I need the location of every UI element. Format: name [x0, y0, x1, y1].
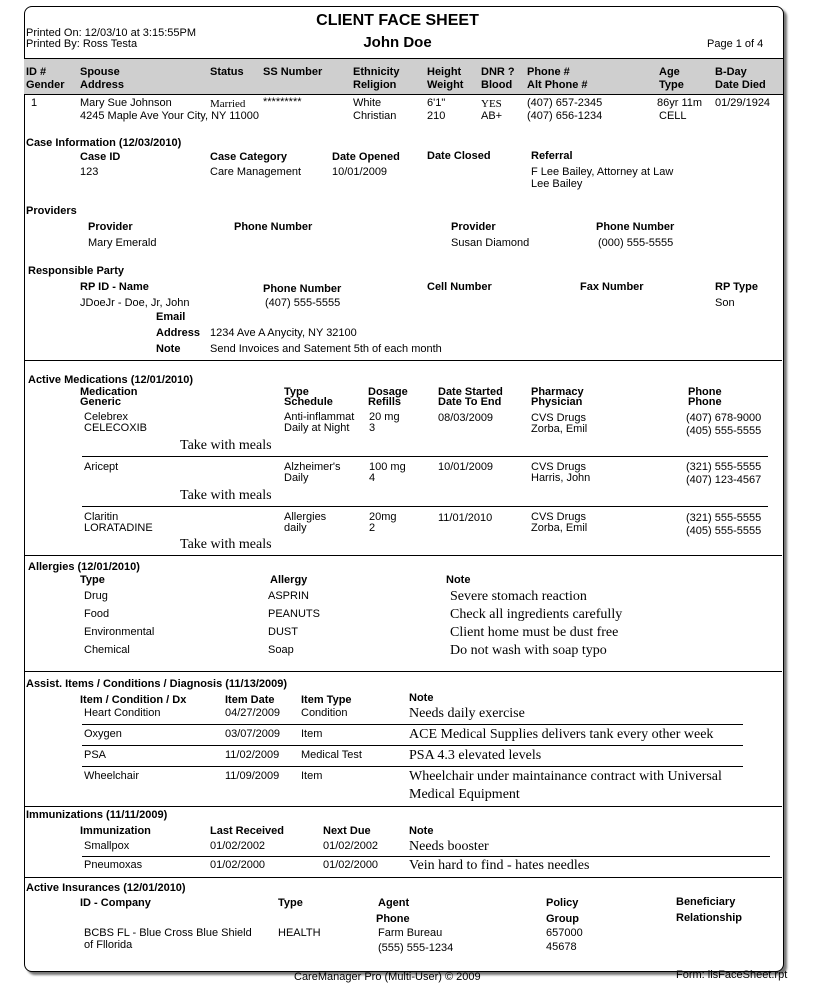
client-id: 1	[31, 97, 38, 109]
rp-cell-label: Cell Number	[427, 281, 492, 293]
rp-id-value: JDoeJr - Doe, Jr, John	[80, 297, 190, 309]
cond-1-note: Needs daily exercise	[409, 706, 525, 721]
provider-phone-2: (000) 555-5555	[598, 237, 674, 249]
med-3-name: Claritin	[84, 511, 119, 523]
med-1-name: Celebrex	[84, 411, 129, 423]
referral-line-2: Lee Bailey	[531, 178, 583, 190]
case-category-value: Care Management	[210, 166, 302, 178]
imm-col-name: Immunization	[80, 825, 151, 837]
col-blood: Blood	[481, 79, 513, 91]
printed-on: Printed On: 12/03/10 at 3:15:55PM	[26, 27, 197, 39]
ins-col-agent: Agent	[378, 897, 410, 909]
med-2-phone-1: (321) 555-5555	[686, 461, 762, 473]
rp-id-label: RP ID - Name	[80, 281, 149, 293]
col-spouse: Spouse	[80, 66, 120, 78]
col-status: Status	[210, 66, 244, 78]
phone-label-2: Phone Number	[596, 221, 675, 233]
page-number: Page 1 of 4	[707, 38, 764, 50]
phone-label-1: Phone Number	[234, 221, 313, 233]
allergy-4-note: Do not wash with soap typo	[450, 643, 607, 658]
med-1-schedule: Daily at Night	[284, 422, 350, 434]
provider-label-1: Provider	[88, 221, 133, 233]
med-3-pharmacy: CVS Drugs	[531, 511, 587, 523]
med-1-pharmacy: CVS Drugs	[531, 412, 587, 424]
cond-3-type: Medical Test	[301, 749, 362, 761]
rp-note-label: Note	[156, 343, 181, 355]
med-col-phone-1: Phone	[688, 386, 722, 398]
imm-1-next: 01/02/2002	[323, 840, 379, 852]
cond-4-note: Wheelchair under maintainance contract with Universal	[409, 769, 722, 784]
col-date-died: Date Died	[715, 79, 766, 91]
weight-value: 210	[427, 110, 446, 122]
allergy-1-name: ASPRIN	[268, 590, 309, 602]
med-2-type: Alzheimer's	[284, 461, 341, 473]
case-id-label: Case ID	[80, 151, 121, 163]
med-divider	[82, 456, 768, 457]
ins-col-phone: Phone	[376, 913, 410, 925]
phone-type-value: CELL	[659, 110, 687, 122]
med-2-physician: Harris, John	[531, 472, 591, 484]
medications-heading: Active Medications (12/01/2010)	[28, 374, 194, 386]
cond-4-type: Item	[301, 770, 323, 782]
med-col-generic: Generic	[80, 396, 121, 408]
col-ssn: SS Number	[263, 66, 323, 78]
col-dnr: DNR ?	[481, 66, 515, 78]
imm-divider	[82, 856, 770, 857]
ins-col-relationship: Relationship	[676, 912, 743, 924]
imm-2-name: Pneumoxas	[84, 859, 143, 871]
med-3-schedule: daily	[284, 522, 307, 534]
cond-3-date: 11/02/2009	[225, 749, 280, 761]
ins-col-group: Group	[546, 913, 579, 925]
allergy-4-name: Soap	[268, 644, 294, 656]
rp-address-label: Address	[156, 327, 201, 339]
med-2-pharmacy: CVS Drugs	[531, 461, 587, 473]
med-col-schedule: Schedule	[284, 396, 333, 408]
date-closed-label: Date Closed	[427, 150, 491, 162]
med-1-started: 08/03/2009	[438, 412, 494, 424]
rp-phone-label: Phone Number	[263, 283, 342, 295]
client-name: John Doe	[363, 34, 432, 51]
cond-4-date: 11/09/2009	[225, 770, 280, 782]
med-col-phone-2: Phone	[688, 396, 722, 408]
rp-address-value: 1234 Ave A Anycity, NY 32100	[210, 327, 357, 339]
med-col-physician: Physician	[531, 396, 583, 408]
med-col-dosage: Dosage	[368, 386, 408, 398]
ins-1-phone: (555) 555-1234	[378, 942, 454, 954]
med-col-date-started: Date Started	[438, 386, 503, 398]
rp-type-label: RP Type	[715, 281, 758, 293]
med-3-physician: Zorba, Emil	[531, 522, 588, 534]
height-value: 6'1"	[427, 97, 446, 109]
allergy-3-note: Client home must be dust free	[450, 625, 619, 640]
allergy-4-type: Chemical	[84, 644, 130, 656]
imm-2-last: 01/02/2000	[210, 859, 266, 871]
cond-divider	[82, 724, 743, 725]
provider-label-2: Provider	[451, 221, 496, 233]
ss-number: *********	[263, 96, 302, 108]
med-3-started: 11/01/2010	[438, 512, 493, 524]
allergy-1-type: Drug	[84, 590, 108, 602]
med-3-phone-1: (321) 555-5555	[686, 512, 762, 524]
immunizations-heading: Immunizations (11/11/2009)	[26, 809, 168, 821]
med-2-dosage: 100 mg	[369, 461, 406, 473]
cond-col-note: Note	[409, 692, 434, 704]
med-1-dosage: 20 mg	[369, 411, 400, 423]
cond-1-item: Heart Condition	[84, 707, 161, 719]
col-age: Age	[659, 66, 680, 78]
blood-value: AB+	[481, 110, 503, 122]
ins-1-company-cont: of Fllorida	[84, 939, 133, 951]
cond-4-note-cont: Medical Equipment	[409, 787, 520, 802]
col-religion: Religion	[353, 79, 397, 91]
allergy-1-note: Severe stomach reaction	[450, 589, 587, 604]
printed-by: Printed By: Ross Testa	[26, 38, 138, 50]
rp-phone-value: (407) 555-5555	[265, 297, 341, 309]
rp-type-value: Son	[715, 297, 735, 309]
med-1-physician: Zorba, Emil	[531, 423, 588, 435]
spouse-name: Mary Sue Johnson	[80, 97, 172, 109]
cond-4-item: Wheelchair	[84, 770, 140, 782]
allergy-col-note: Note	[446, 574, 471, 586]
page-title: CLIENT FACE SHEET	[316, 12, 479, 29]
cond-col-type: Item Type	[301, 694, 352, 706]
bday-value: 01/29/1924	[715, 97, 771, 109]
med-2-note: Take with meals	[180, 488, 272, 503]
cond-1-type: Condition	[301, 707, 348, 719]
imm-2-next: 01/02/2000	[323, 859, 379, 871]
allergy-col-type: Type	[80, 574, 105, 586]
med-col-refills: Refills	[368, 396, 402, 408]
rp-email-label: Email	[156, 311, 186, 323]
med-1-type: Anti-inflammat	[284, 411, 355, 423]
imm-1-last: 01/02/2002	[210, 840, 266, 852]
ins-1-group: 45678	[546, 941, 577, 953]
imm-col-next: Next Due	[323, 825, 371, 837]
allergy-2-note: Check all ingredients carefully	[450, 607, 623, 622]
med-col-pharmacy: Pharmacy	[531, 386, 584, 398]
med-1-refills: 3	[369, 422, 376, 434]
section-divider	[25, 806, 782, 807]
cond-divider	[82, 766, 743, 767]
ins-1-policy: 657000	[546, 927, 583, 939]
cond-divider	[82, 745, 743, 746]
col-bday: B-Day	[715, 66, 747, 78]
imm-1-note: Needs booster	[409, 839, 489, 854]
med-2-schedule: Daily	[284, 472, 309, 484]
med-2-name: Aricept	[84, 461, 119, 473]
cond-col-date: Item Date	[225, 694, 275, 706]
col-weight: Weight	[427, 79, 464, 91]
cond-2-item: Oxygen	[84, 728, 122, 740]
ins-col-type: Type	[278, 897, 303, 909]
section-divider	[25, 555, 782, 556]
med-3-note: Take with meals	[180, 537, 272, 552]
col-alt-phone: Alt Phone #	[527, 79, 588, 91]
med-2-refills: 4	[369, 472, 376, 484]
ins-col-id-company: ID - Company	[80, 897, 151, 909]
allergy-col-allergy: Allergy	[270, 574, 308, 586]
med-3-dosage: 20mg	[369, 511, 397, 523]
marital-status: Married	[210, 98, 246, 110]
cond-2-note: ACE Medical Supplies delivers tank every other week	[409, 727, 714, 742]
col-height: Height	[427, 66, 462, 78]
allergy-3-name: DUST	[268, 626, 298, 638]
case-info-heading: Case Information (12/03/2010)	[26, 137, 182, 149]
imm-1-name: Smallpox	[84, 840, 130, 852]
ins-1-type: HEALTH	[278, 927, 321, 939]
provider-name-1: Mary Emerald	[88, 237, 157, 249]
insurances-heading: Active Insurances (12/01/2010)	[26, 882, 186, 894]
med-col-medication: Medication	[80, 386, 138, 398]
date-opened-label: Date Opened	[332, 151, 400, 163]
ins-col-policy: Policy	[546, 897, 579, 909]
col-id: ID #	[26, 66, 47, 78]
med-1-phone-2: (405) 555-5555	[686, 425, 762, 437]
col-ethnicity: Ethnicity	[353, 66, 400, 78]
cond-1-date: 04/27/2009	[225, 707, 281, 719]
referral-line-1: F Lee Bailey, Attorney at Law	[531, 166, 674, 178]
cond-col-item: Item / Condition / Dx	[80, 694, 187, 706]
med-3-refills: 2	[369, 522, 376, 534]
col-address: Address	[80, 79, 125, 91]
med-1-generic: CELECOXIB	[84, 422, 147, 434]
rp-fax-label: Fax Number	[580, 281, 644, 293]
imm-col-note: Note	[409, 825, 434, 837]
cond-2-type: Item	[301, 728, 323, 740]
med-3-phone-2: (405) 555-5555	[686, 525, 762, 537]
alt-phone-value: (407) 656-1234	[527, 110, 603, 122]
ethnicity-value: White	[353, 97, 382, 109]
med-divider	[82, 506, 768, 507]
ins-1-agent: Farm Bureau	[378, 927, 443, 939]
allergy-3-type: Environmental	[84, 626, 155, 638]
cond-3-item: PSA	[84, 749, 107, 761]
client-address: 4245 Maple Ave Your City, NY 11000	[80, 110, 259, 122]
med-3-generic: LORATADINE	[84, 522, 153, 534]
col-gender: Gender	[26, 79, 65, 91]
conditions-heading: Assist. Items / Conditions / Diagnosis (11/13/2009)	[26, 678, 288, 690]
med-col-type: Type	[284, 386, 309, 398]
imm-col-last: Last Received	[210, 825, 284, 837]
dnr-value: YES	[481, 98, 502, 110]
age-value: 86yr 11m	[657, 97, 703, 109]
case-id-value: 123	[80, 166, 99, 178]
footer-product: CareManager Pro (Multi-User) © 2009	[294, 971, 481, 983]
cond-2-date: 03/07/2009	[225, 728, 281, 740]
footer-form: Form: lisFaceSheet.rpt	[676, 969, 788, 981]
allergy-2-type: Food	[84, 608, 110, 620]
referral-label: Referral	[531, 150, 573, 162]
section-divider	[25, 877, 782, 878]
rp-note-value: Send Invoices and Satement 5th of each month	[210, 343, 442, 355]
col-phone: Phone #	[527, 66, 570, 78]
allergy-2-name: PEANUTS	[268, 608, 320, 620]
ins-1-company: BCBS FL - Blue Cross Blue Shield	[84, 927, 252, 939]
date-opened-value: 10/01/2009	[332, 166, 388, 178]
cond-3-note: PSA 4.3 elevated levels	[409, 748, 542, 763]
religion-value: Christian	[353, 110, 397, 122]
med-col-date-end: Date To End	[438, 396, 502, 408]
provider-name-2: Susan Diamond	[451, 237, 530, 249]
med-3-type: Allergies	[284, 511, 327, 523]
responsible-party-heading: Responsible Party	[28, 265, 124, 277]
providers-heading: Providers	[26, 205, 77, 217]
med-2-phone-2: (407) 123-4567	[686, 474, 762, 486]
case-category-label: Case Category	[210, 151, 288, 163]
med-2-started: 10/01/2009	[438, 461, 494, 473]
imm-2-note: Vein hard to find - hates needles	[409, 858, 590, 873]
section-divider	[25, 360, 782, 361]
med-1-phone-1: (407) 678-9000	[686, 412, 762, 424]
phone-value: (407) 657-2345	[527, 97, 603, 109]
col-type: Type	[659, 79, 684, 91]
allergies-heading: Allergies (12/01/2010)	[28, 561, 140, 573]
med-1-note: Take with meals	[180, 438, 272, 453]
ins-col-beneficiary: Beneficiary	[676, 896, 736, 908]
section-divider	[25, 671, 782, 672]
